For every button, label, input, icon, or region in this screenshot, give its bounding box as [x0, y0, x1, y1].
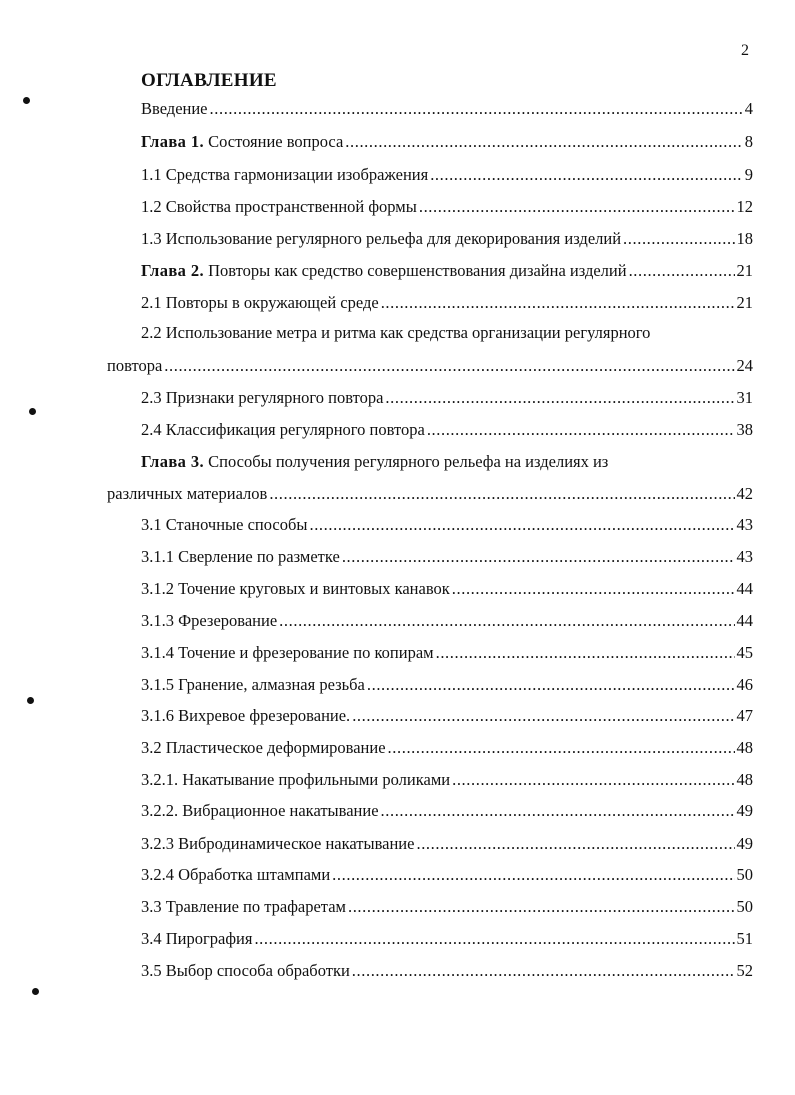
toc-entry-page: 4	[744, 99, 753, 118]
toc-entry-title: 3.1.1 Сверление по разметке	[141, 547, 340, 566]
toc-entry-3-5[interactable]	[141, 960, 753, 982]
toc-entry-3-1[interactable]	[141, 514, 753, 536]
toc-entry-1-1[interactable]	[141, 164, 753, 186]
toc-entry-title: 3.2 Пластическое деформирование	[141, 738, 386, 757]
toc-entry-page: 8	[744, 132, 753, 151]
binder-hole-mark	[23, 97, 30, 104]
toc-entry-3-1-4[interactable]	[141, 642, 753, 664]
toc-entry-chapter-3-first-line[interactable]	[141, 451, 608, 473]
toc-entry-3-4[interactable]	[141, 928, 753, 950]
toc-entry-3-3[interactable]	[141, 896, 753, 918]
toc-entry-title: 1.2 Свойства пространственной формы	[141, 197, 417, 216]
toc-entry-page: 18	[736, 229, 753, 248]
toc-entry-2-1[interactable]	[141, 292, 753, 314]
toc-entry-page: 43	[736, 515, 753, 534]
toc-entry-3-1-5[interactable]	[141, 674, 753, 696]
dot-leader	[210, 98, 743, 120]
toc-entry-page: 45	[736, 643, 753, 662]
toc-entry-title: 3.4 Пирография	[141, 929, 253, 948]
toc-entry-2-3[interactable]	[141, 387, 753, 409]
page-title: ОГЛАВЛЕНИЕ	[141, 70, 277, 91]
toc-entry-title: 3.3 Травление по трафаретам	[141, 897, 346, 916]
dot-leader	[427, 419, 735, 441]
binder-hole-mark	[27, 697, 34, 704]
toc-entry-page: 38	[736, 420, 753, 439]
dot-leader	[419, 196, 735, 218]
dot-leader	[269, 483, 734, 505]
toc-entry-title: 2.3 Признаки регулярного повтора	[141, 388, 384, 407]
toc-entry-1-3[interactable]	[141, 228, 753, 250]
toc-entry-title: 3.5 Выбор способа обработки	[141, 961, 350, 980]
chapter-label: Глава 2.	[141, 261, 205, 280]
binder-hole-mark	[29, 408, 36, 415]
toc-entry-page: 42	[736, 484, 753, 503]
toc-entry-chapter-1[interactable]	[141, 131, 753, 153]
toc-entry-title: различных материалов	[107, 484, 268, 503]
toc-entry-title: 2.1 Повторы в окружающей среде	[141, 293, 379, 312]
toc-entry-page: 31	[736, 388, 753, 407]
toc-entry-page: 50	[736, 897, 753, 916]
dot-leader	[345, 131, 742, 153]
dot-leader	[623, 228, 734, 250]
chapter-label: Глава 1.	[141, 132, 205, 151]
toc-entry-page: 24	[736, 356, 753, 375]
dot-leader	[452, 578, 735, 600]
toc-entry-title: 3.2.3 Вибродинамическое накатывание	[141, 834, 415, 853]
toc-entry-page: 43	[736, 547, 753, 566]
toc-entry-title	[141, 131, 343, 153]
dot-leader	[416, 833, 734, 855]
toc-entry-title: 3.1 Станочные способы	[141, 515, 308, 534]
toc-entry-page: 21	[736, 261, 753, 280]
dot-leader	[352, 705, 734, 727]
toc-entry-page: 9	[744, 165, 753, 184]
dot-leader	[381, 800, 735, 822]
toc-entry-title: 3.2.2. Вибрационное накатывание	[141, 801, 379, 820]
toc-entry-page: 47	[736, 706, 753, 725]
toc-entry-page: 52	[736, 961, 753, 980]
dot-leader	[279, 610, 734, 632]
dot-leader	[342, 546, 735, 568]
toc-entry-3-2[interactable]	[141, 737, 753, 759]
toc-entry-chapter-2[interactable]	[141, 260, 753, 282]
toc-entry-title: 3.1.3 Фрезерование	[141, 611, 278, 630]
chapter-label: Глава 3.	[141, 452, 205, 471]
toc-entry-chapter-3[interactable]	[107, 483, 753, 505]
dot-leader	[436, 642, 735, 664]
toc-entry-title: 1.1 Средства гармонизации изображения	[141, 165, 429, 184]
toc-entry-3-2-4[interactable]	[141, 864, 753, 886]
dot-leader	[388, 737, 735, 759]
toc-entry-title: 3.2.4 Обработка штампами	[141, 865, 331, 884]
dot-leader	[385, 387, 734, 409]
dot-leader	[452, 769, 734, 791]
toc-entry-title: 1.3 Использование регулярного рельефа для декорирования изделий	[141, 229, 622, 248]
toc-entry-page: 12	[736, 197, 753, 216]
toc-entry-3-1-2[interactable]	[141, 578, 753, 600]
toc-entry-page: 48	[736, 738, 753, 757]
toc-entry-2-2-first-line[interactable]: 2.2 Использование метра и ритма как средства организации регулярного	[141, 323, 651, 342]
dot-leader	[332, 864, 734, 886]
toc-entry-title: повтора	[107, 356, 163, 375]
dot-leader	[348, 896, 735, 918]
toc-entry-title: 3.2.1. Накатывание профильными роликами	[141, 770, 451, 789]
toc-entry-page: 46	[736, 675, 753, 694]
toc-entry-3-2-1[interactable]	[141, 769, 753, 791]
toc-entry-3-1-3[interactable]	[141, 610, 753, 632]
toc-entry-page: 44	[736, 611, 753, 630]
toc-entry-page: 48	[736, 770, 753, 789]
toc-entry-page: 49	[736, 801, 753, 820]
chapter-title: Повторы как средство совершенствования дизайна изделий	[204, 261, 627, 280]
toc-entry-introduction[interactable]	[141, 98, 753, 120]
toc-entry-title: Введение	[141, 99, 208, 118]
toc-entry-3-1-6[interactable]	[141, 705, 753, 727]
toc-entry-page: 21	[736, 293, 753, 312]
toc-entry-title	[141, 260, 627, 282]
binder-hole-mark	[32, 988, 39, 995]
chapter-title: Состояние вопроса	[204, 132, 344, 151]
dot-leader	[629, 260, 735, 282]
dot-leader	[309, 514, 734, 536]
toc-entry-page: 49	[736, 834, 753, 853]
toc-entry-3-2-2[interactable]	[141, 800, 753, 822]
dot-leader	[367, 674, 735, 696]
dot-leader	[164, 355, 734, 377]
toc-entry-1-2[interactable]	[141, 196, 753, 218]
toc-entry-title: 3.1.2 Точение круговых и винтовых канавок	[141, 579, 450, 598]
toc-entry-page: 44	[736, 579, 753, 598]
dot-leader	[254, 928, 734, 950]
toc-entry-title: 3.1.6 Вихревое фрезерование.	[141, 706, 351, 725]
toc-entry-page: 50	[736, 865, 753, 884]
toc-entry-3-2-3[interactable]	[141, 833, 753, 855]
toc-entry-page: 51	[736, 929, 753, 948]
toc-entry-2-2[interactable]	[107, 355, 753, 377]
dot-leader	[352, 960, 735, 982]
dot-leader	[381, 292, 735, 314]
toc-entry-title: 3.1.5 Гранение, алмазная резьба	[141, 675, 365, 694]
toc-entry-title: 3.1.4 Точение и фрезерование по копирам	[141, 643, 434, 662]
toc-entry-title: 2.4 Классификация регулярного повтора	[141, 420, 425, 439]
toc-entry-2-4[interactable]	[141, 419, 753, 441]
dot-leader	[430, 164, 743, 186]
page-number: 2	[741, 42, 749, 59]
toc-entry-3-1-1[interactable]	[141, 546, 753, 568]
chapter-title: Способы получения регулярного рельефа на изделиях из	[204, 452, 609, 471]
